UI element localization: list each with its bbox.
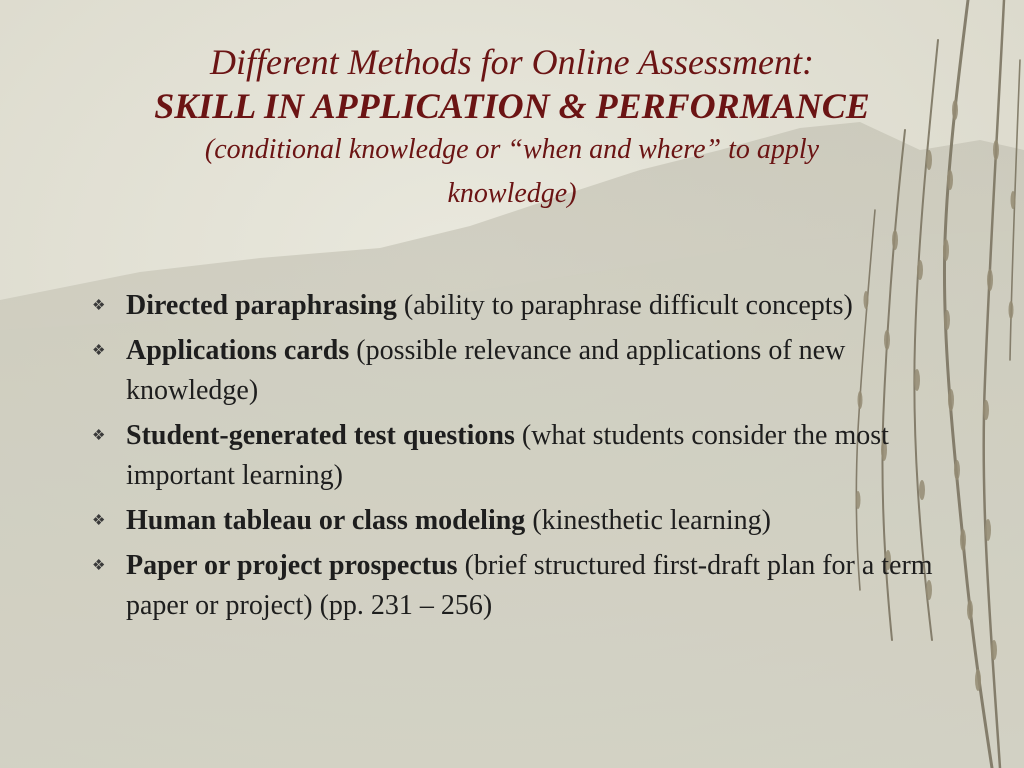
bullet-term: Paper or project prospectus (126, 550, 458, 581)
bullet-item (92, 331, 942, 411)
diamond-bullet-icon: ❖ (92, 513, 106, 529)
bullet-term: Student-generated test questions (126, 420, 515, 451)
diamond-bullet-icon: ❖ (92, 343, 106, 359)
bullet-description: (ability to paraphrase difficult concepts) (396, 290, 853, 321)
diamond-bullet-icon: ❖ (92, 298, 106, 314)
bullet-item (92, 546, 942, 626)
diamond-bullet-icon: ❖ (92, 558, 106, 574)
title-line-heading: Different Methods for Online Assessment: (210, 42, 814, 82)
bullet-term: Directed paraphrasing (126, 290, 397, 321)
bullet-term: Human tableau or class modeling (126, 505, 526, 536)
diamond-bullet-icon: ❖ (92, 428, 106, 444)
bullet-item (92, 286, 942, 326)
title-line-topic: SKILL IN APPLICATION & PERFORMANCE (154, 86, 870, 126)
bullet-list (92, 286, 942, 631)
slide-title (60, 40, 964, 216)
bullet-description: (what students consider the most important learning) (126, 420, 889, 491)
bullet-description: (kinesthetic learning) (525, 505, 771, 536)
bullet-item (92, 416, 942, 496)
bullet-description: (brief structured first-draft plan for a term paper or project) (pp. 231 – 256) (126, 550, 933, 621)
bullet-description: (possible relevance and applications of new knowledge) (126, 335, 846, 406)
bullet-item (92, 501, 942, 541)
title-line-subtitle: (conditional knowledge or “when and where” to apply knowledge) (204, 134, 820, 209)
bullet-term: Applications cards (126, 335, 350, 366)
